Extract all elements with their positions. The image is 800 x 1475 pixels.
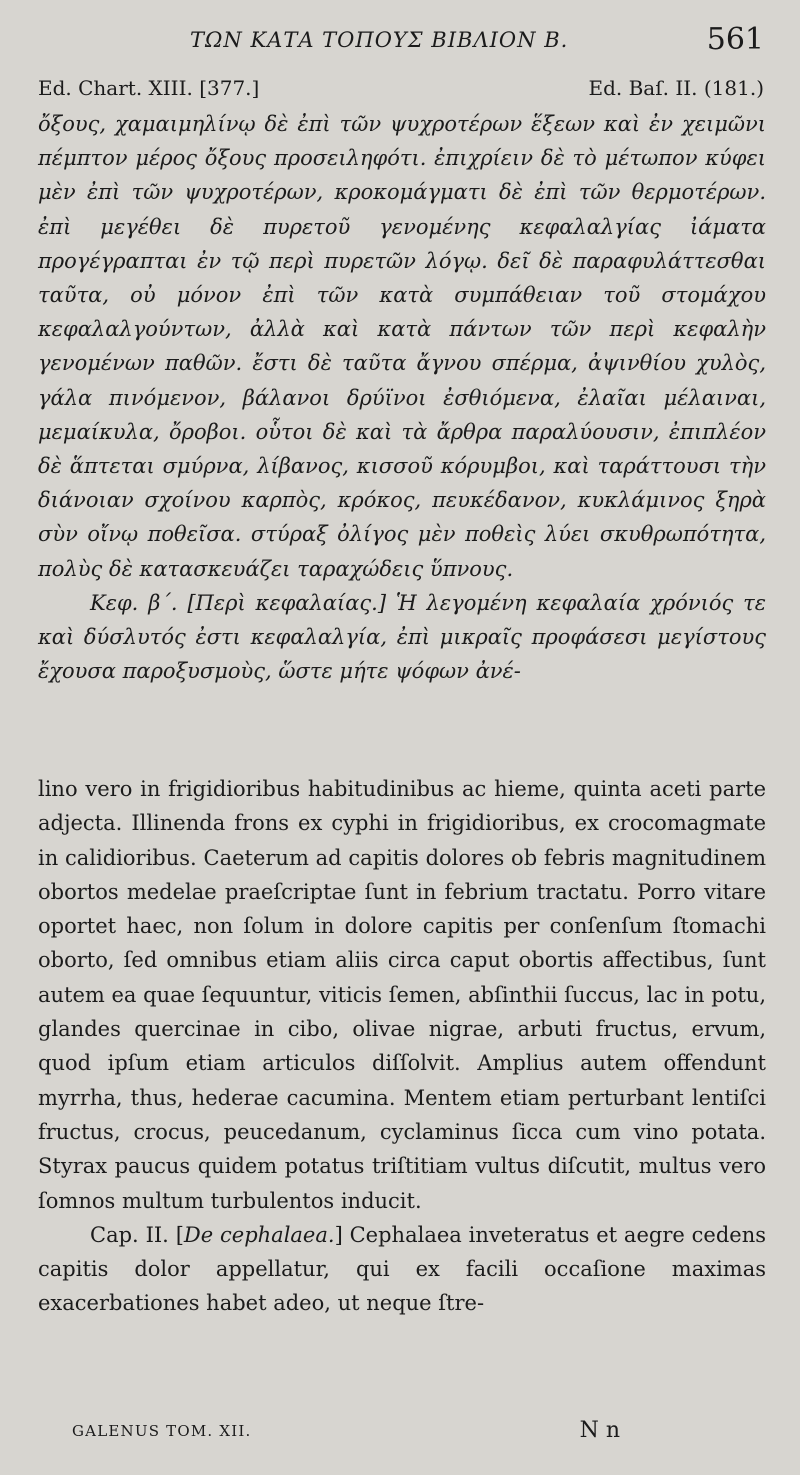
greek-paragraph-2: Κεφ. β΄. [Περὶ κεφαλαίας.] Ἡ λεγομένη κεφαλαία χρόνιός τε καὶ δύσλυτός ἐστι κεφαλαλγία, ἐπὶ μικραῖς προφάσεσι μεγίστους ἔχουσα παροξυσμοὺς, ὥστε μήτε ψόφων ἀνέ- (38, 590, 766, 684)
footer-signature: GALENUS TOM. XII. (72, 1422, 252, 1440)
edition-reference-basel: Ed. Baſ. II. (181.) (588, 76, 764, 100)
running-head (0, 22, 800, 66)
chapter-title: De cephalaea. (183, 1222, 335, 1247)
running-title: ΤΩΝ ΚΑΤΑ ΤΟΠΟΥΣ ΒΙΒΛΙΟΝ Β. (190, 28, 569, 52)
page-footer (72, 1418, 620, 1448)
chapter-lead: Cap. II. [ (90, 1222, 184, 1247)
latin-paragraph-1: lino vero in frigidioribus habitudinibus ac hieme, quinta aceti parte adjecta. Illinenda frons ex cyphi in frigidioribus, ex crocomagmate in calidioribus. Caeterum ad capitis dolores ob febris magnitudinem obortos medelae praeſcriptae ſunt in febrium tractatu. Porro vitare oportet haec, non ſolum in dolore capitis per conſenſum ſtomachi oborto, ſed omnibus etiam aliis circa caput obortis affectibus, ſunt autem ea quae ſequuntur, viticis ſemen, abſinthii ſuccus, lac in potu, glandes quercinae in cibo, olivae nigrae, arbuti fructus, ervum, quod ipſum etiam articulos diſſolvit. Amplius autem offendunt myrrha, thus, hederae cacumina. Mentem etiam perturbant lentiſci fructus, crocus, peucedanum, cyclaminus ſicca cum vino potata. Styrax paucus quidem potatus triſtitiam vultus diſcutit, multus vero ſomnos multum turbulentos inducit. (38, 777, 766, 1213)
edition-references (38, 76, 764, 106)
latin-text-block (38, 772, 766, 1321)
edition-reference-chartier: Ed. Chart. XIII. [377.] (38, 76, 260, 100)
page-number: 561 (706, 22, 764, 57)
latin-paragraph-2 (38, 1218, 766, 1321)
greek-paragraph-1: ὄξους, χαμαιμηλίνῳ δὲ ἐπὶ τῶν ψυχροτέρων ἕξεων καὶ ἐν χειμῶνι πέμπτον μέρος ὄξους προσειληφότι. ἐπιχρίειν δὲ τὸ μέτωπον κύφει μὲν ἐπὶ τῶν ψυχροτέρων, κροκομάγματι δὲ ἐπὶ τῶν θερμοτέρων. ἐπὶ μεγέθει δὲ πυρετοῦ γενομένης κεφαλαλγίας ἰάματα προγέγραπται ἐν τῷ περὶ πυρετῶν λόγῳ. δεῖ δὲ παραφυλάττεσθαι ταῦτα, οὐ μόνον ἐπὶ τῶν κατὰ συμπάθειαν τοῦ στομάχου κεφαλαλγούντων, ἀλλὰ καὶ κατὰ πάντων τῶν περὶ κεφαλὴν γενομένων παθῶν. ἔστι δὲ ταῦτα ἄγνου σπέρμα, ἀψινθίου χυλὸς, γάλα πινόμενον, βάλανοι δρύϊνοι ἐσθιόμενα, ἐλαῖαι μέλαιναι, μεμαίκυλα, ὄροβοι. οὗτοι δὲ καὶ τὰ ἄρθρα παραλύουσιν, ἐπιπλέον δὲ ἅπτεται σμύρνα, λίβανος, κισσοῦ κόρυμβοι, καὶ ταράττουσι τὴν διάνοιαν σχοίνου καρπὸς, κρόκος, πευκέδανον, κυκλάμινος ξηρὰ σὺν οἴνῳ ποθεῖσα. στύραξ ὀλίγος μὲν ποθεὶς λύει σκυθρωπότητα, πολὺς δὲ κατασκευάζει ταραχώδεις ὕπνους. (38, 112, 766, 581)
column-divider (38, 748, 766, 766)
greek-text-block (38, 107, 766, 688)
chapter-text: ] Cephalaea inveteratus et aegre cedens capitis dolor appellatur, qui ex facili occaſione maximas exacerbationes habet adeo, ut neque ſtre- (38, 1222, 767, 1316)
gathering-mark: N n (579, 1418, 620, 1443)
